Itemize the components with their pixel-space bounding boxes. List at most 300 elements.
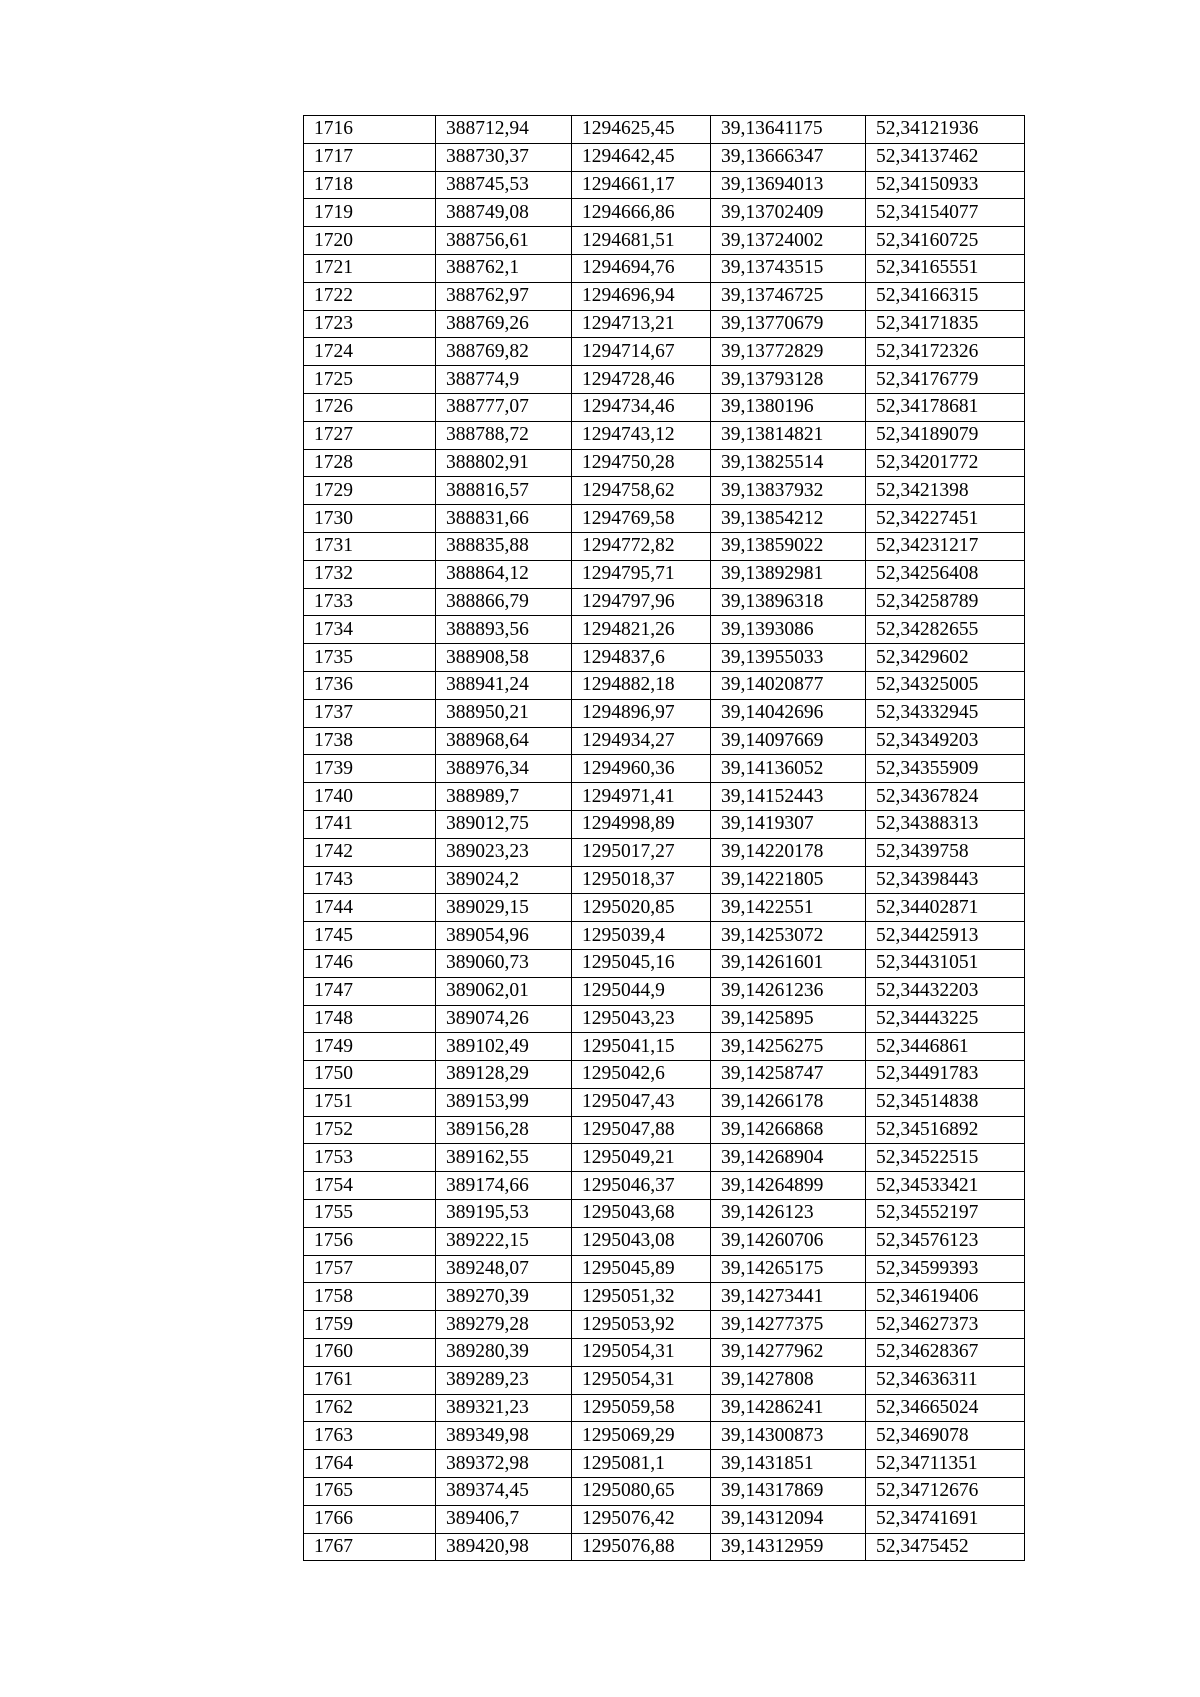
longitude-cell: 39,1393086 bbox=[711, 616, 866, 644]
table-row bbox=[304, 393, 1025, 421]
latitude-cell: 52,3439758 bbox=[866, 838, 1025, 866]
table-row bbox=[304, 671, 1025, 699]
point-number-cell: 1758 bbox=[304, 1283, 436, 1311]
x-coordinate-cell: 388968,64 bbox=[436, 727, 572, 755]
latitude-cell: 52,34160725 bbox=[866, 227, 1025, 255]
y-coordinate-cell: 1294821,26 bbox=[572, 616, 711, 644]
table-row bbox=[304, 1311, 1025, 1339]
y-coordinate-cell: 1295018,37 bbox=[572, 866, 711, 894]
y-coordinate-cell: 1294797,96 bbox=[572, 588, 711, 616]
point-number-cell: 1763 bbox=[304, 1422, 436, 1450]
latitude-cell: 52,34628367 bbox=[866, 1339, 1025, 1367]
point-number-cell: 1754 bbox=[304, 1172, 436, 1200]
x-coordinate-cell: 388866,79 bbox=[436, 588, 572, 616]
longitude-cell: 39,14286241 bbox=[711, 1394, 866, 1422]
point-number-cell: 1747 bbox=[304, 977, 436, 1005]
x-coordinate-cell: 388950,21 bbox=[436, 699, 572, 727]
longitude-cell: 39,14221805 bbox=[711, 866, 866, 894]
longitude-cell: 39,13955033 bbox=[711, 644, 866, 672]
x-coordinate-cell: 388802,91 bbox=[436, 449, 572, 477]
table-row bbox=[304, 449, 1025, 477]
y-coordinate-cell: 1294714,67 bbox=[572, 338, 711, 366]
y-coordinate-cell: 1295044,9 bbox=[572, 977, 711, 1005]
latitude-cell: 52,34665024 bbox=[866, 1394, 1025, 1422]
point-number-cell: 1726 bbox=[304, 393, 436, 421]
latitude-cell: 52,34388313 bbox=[866, 810, 1025, 838]
table-row bbox=[304, 1450, 1025, 1478]
x-coordinate-cell: 388762,1 bbox=[436, 254, 572, 282]
point-number-cell: 1764 bbox=[304, 1450, 436, 1478]
latitude-cell: 52,34256408 bbox=[866, 560, 1025, 588]
y-coordinate-cell: 1295045,16 bbox=[572, 949, 711, 977]
point-number-cell: 1748 bbox=[304, 1005, 436, 1033]
longitude-cell: 39,14266868 bbox=[711, 1116, 866, 1144]
point-number-cell: 1734 bbox=[304, 616, 436, 644]
x-coordinate-cell: 388777,07 bbox=[436, 393, 572, 421]
longitude-cell: 39,13896318 bbox=[711, 588, 866, 616]
table-row bbox=[304, 1339, 1025, 1367]
point-number-cell: 1730 bbox=[304, 505, 436, 533]
x-coordinate-cell: 389128,29 bbox=[436, 1061, 572, 1089]
y-coordinate-cell: 1295054,31 bbox=[572, 1366, 711, 1394]
point-number-cell: 1760 bbox=[304, 1339, 436, 1367]
point-number-cell: 1757 bbox=[304, 1255, 436, 1283]
latitude-cell: 52,3429602 bbox=[866, 644, 1025, 672]
y-coordinate-cell: 1295041,15 bbox=[572, 1033, 711, 1061]
table-row bbox=[304, 560, 1025, 588]
table-row bbox=[304, 727, 1025, 755]
table-row bbox=[304, 949, 1025, 977]
point-number-cell: 1719 bbox=[304, 199, 436, 227]
latitude-cell: 52,34165551 bbox=[866, 254, 1025, 282]
table-row bbox=[304, 838, 1025, 866]
table-row bbox=[304, 1533, 1025, 1561]
table-row bbox=[304, 227, 1025, 255]
longitude-cell: 39,1425895 bbox=[711, 1005, 866, 1033]
latitude-cell: 52,34154077 bbox=[866, 199, 1025, 227]
y-coordinate-cell: 1294666,86 bbox=[572, 199, 711, 227]
y-coordinate-cell: 1294837,6 bbox=[572, 644, 711, 672]
latitude-cell: 52,34491783 bbox=[866, 1061, 1025, 1089]
x-coordinate-cell: 388745,53 bbox=[436, 171, 572, 199]
longitude-cell: 39,13694013 bbox=[711, 171, 866, 199]
x-coordinate-cell: 389153,99 bbox=[436, 1088, 572, 1116]
longitude-cell: 39,14261601 bbox=[711, 949, 866, 977]
table-row bbox=[304, 1422, 1025, 1450]
point-number-cell: 1722 bbox=[304, 282, 436, 310]
table-row bbox=[304, 1200, 1025, 1228]
latitude-cell: 52,34425913 bbox=[866, 922, 1025, 950]
table-row bbox=[304, 366, 1025, 394]
x-coordinate-cell: 388712,94 bbox=[436, 116, 572, 144]
x-coordinate-cell: 388941,24 bbox=[436, 671, 572, 699]
table-row bbox=[304, 282, 1025, 310]
latitude-cell: 52,34627373 bbox=[866, 1311, 1025, 1339]
longitude-cell: 39,14260706 bbox=[711, 1227, 866, 1255]
latitude-cell: 52,34171835 bbox=[866, 310, 1025, 338]
longitude-cell: 39,14268904 bbox=[711, 1144, 866, 1172]
table-row bbox=[304, 699, 1025, 727]
longitude-cell: 39,14253072 bbox=[711, 922, 866, 950]
table-row bbox=[304, 644, 1025, 672]
longitude-cell: 39,13814821 bbox=[711, 421, 866, 449]
latitude-cell: 52,34402871 bbox=[866, 894, 1025, 922]
y-coordinate-cell: 1295043,23 bbox=[572, 1005, 711, 1033]
x-coordinate-cell: 389406,7 bbox=[436, 1505, 572, 1533]
longitude-cell: 39,14256275 bbox=[711, 1033, 866, 1061]
x-coordinate-cell: 389012,75 bbox=[436, 810, 572, 838]
point-number-cell: 1743 bbox=[304, 866, 436, 894]
x-coordinate-cell: 388769,82 bbox=[436, 338, 572, 366]
x-coordinate-cell: 389270,39 bbox=[436, 1283, 572, 1311]
latitude-cell: 52,34166315 bbox=[866, 282, 1025, 310]
x-coordinate-cell: 389074,26 bbox=[436, 1005, 572, 1033]
table-row bbox=[304, 783, 1025, 811]
x-coordinate-cell: 388893,56 bbox=[436, 616, 572, 644]
x-coordinate-cell: 388864,12 bbox=[436, 560, 572, 588]
x-coordinate-cell: 389195,53 bbox=[436, 1200, 572, 1228]
latitude-cell: 52,34636311 bbox=[866, 1366, 1025, 1394]
latitude-cell: 52,34137462 bbox=[866, 143, 1025, 171]
y-coordinate-cell: 1294960,36 bbox=[572, 755, 711, 783]
table-row bbox=[304, 1394, 1025, 1422]
table-row bbox=[304, 1116, 1025, 1144]
x-coordinate-cell: 389156,28 bbox=[436, 1116, 572, 1144]
x-coordinate-cell: 388831,66 bbox=[436, 505, 572, 533]
longitude-cell: 39,13837932 bbox=[711, 477, 866, 505]
longitude-cell: 39,13772829 bbox=[711, 338, 866, 366]
x-coordinate-cell: 388774,9 bbox=[436, 366, 572, 394]
longitude-cell: 39,13746725 bbox=[711, 282, 866, 310]
y-coordinate-cell: 1295046,37 bbox=[572, 1172, 711, 1200]
x-coordinate-cell: 389023,23 bbox=[436, 838, 572, 866]
y-coordinate-cell: 1294795,71 bbox=[572, 560, 711, 588]
x-coordinate-cell: 389349,98 bbox=[436, 1422, 572, 1450]
point-number-cell: 1762 bbox=[304, 1394, 436, 1422]
latitude-cell: 52,34355909 bbox=[866, 755, 1025, 783]
table-row bbox=[304, 616, 1025, 644]
point-number-cell: 1727 bbox=[304, 421, 436, 449]
latitude-cell: 52,34178681 bbox=[866, 393, 1025, 421]
x-coordinate-cell: 389279,28 bbox=[436, 1311, 572, 1339]
x-coordinate-cell: 389321,23 bbox=[436, 1394, 572, 1422]
latitude-cell: 52,34431051 bbox=[866, 949, 1025, 977]
y-coordinate-cell: 1294750,28 bbox=[572, 449, 711, 477]
longitude-cell: 39,14152443 bbox=[711, 783, 866, 811]
y-coordinate-cell: 1295043,08 bbox=[572, 1227, 711, 1255]
longitude-cell: 39,13859022 bbox=[711, 532, 866, 560]
point-number-cell: 1723 bbox=[304, 310, 436, 338]
y-coordinate-cell: 1295045,89 bbox=[572, 1255, 711, 1283]
x-coordinate-cell: 389222,15 bbox=[436, 1227, 572, 1255]
latitude-cell: 52,34576123 bbox=[866, 1227, 1025, 1255]
table-row bbox=[304, 977, 1025, 1005]
longitude-cell: 39,13743515 bbox=[711, 254, 866, 282]
latitude-cell: 52,34282655 bbox=[866, 616, 1025, 644]
y-coordinate-cell: 1295047,43 bbox=[572, 1088, 711, 1116]
y-coordinate-cell: 1294713,21 bbox=[572, 310, 711, 338]
longitude-cell: 39,13770679 bbox=[711, 310, 866, 338]
x-coordinate-cell: 389174,66 bbox=[436, 1172, 572, 1200]
x-coordinate-cell: 388756,61 bbox=[436, 227, 572, 255]
y-coordinate-cell: 1295042,6 bbox=[572, 1061, 711, 1089]
latitude-cell: 52,34619406 bbox=[866, 1283, 1025, 1311]
coordinates-table bbox=[303, 115, 1025, 1561]
y-coordinate-cell: 1295020,85 bbox=[572, 894, 711, 922]
table-row bbox=[304, 116, 1025, 144]
latitude-cell: 52,34712676 bbox=[866, 1478, 1025, 1506]
x-coordinate-cell: 389289,23 bbox=[436, 1366, 572, 1394]
point-number-cell: 1756 bbox=[304, 1227, 436, 1255]
point-number-cell: 1725 bbox=[304, 366, 436, 394]
table-row bbox=[304, 1478, 1025, 1506]
table-row bbox=[304, 1227, 1025, 1255]
longitude-cell: 39,13724002 bbox=[711, 227, 866, 255]
latitude-cell: 52,34552197 bbox=[866, 1200, 1025, 1228]
latitude-cell: 52,34227451 bbox=[866, 505, 1025, 533]
longitude-cell: 39,14266178 bbox=[711, 1088, 866, 1116]
table-row bbox=[304, 1255, 1025, 1283]
point-number-cell: 1767 bbox=[304, 1533, 436, 1561]
point-number-cell: 1720 bbox=[304, 227, 436, 255]
latitude-cell: 52,3469078 bbox=[866, 1422, 1025, 1450]
longitude-cell: 39,14317869 bbox=[711, 1478, 866, 1506]
point-number-cell: 1724 bbox=[304, 338, 436, 366]
y-coordinate-cell: 1294696,94 bbox=[572, 282, 711, 310]
latitude-cell: 52,34172326 bbox=[866, 338, 1025, 366]
point-number-cell: 1733 bbox=[304, 588, 436, 616]
point-number-cell: 1749 bbox=[304, 1033, 436, 1061]
y-coordinate-cell: 1294743,12 bbox=[572, 421, 711, 449]
x-coordinate-cell: 388749,08 bbox=[436, 199, 572, 227]
longitude-cell: 39,1427808 bbox=[711, 1366, 866, 1394]
point-number-cell: 1751 bbox=[304, 1088, 436, 1116]
longitude-cell: 39,13702409 bbox=[711, 199, 866, 227]
y-coordinate-cell: 1294971,41 bbox=[572, 783, 711, 811]
latitude-cell: 52,34522515 bbox=[866, 1144, 1025, 1172]
latitude-cell: 52,34201772 bbox=[866, 449, 1025, 477]
latitude-cell: 52,34398443 bbox=[866, 866, 1025, 894]
latitude-cell: 52,34514838 bbox=[866, 1088, 1025, 1116]
longitude-cell: 39,13854212 bbox=[711, 505, 866, 533]
y-coordinate-cell: 1295049,21 bbox=[572, 1144, 711, 1172]
table-row bbox=[304, 1283, 1025, 1311]
point-number-cell: 1766 bbox=[304, 1505, 436, 1533]
longitude-cell: 39,14312094 bbox=[711, 1505, 866, 1533]
table-row bbox=[304, 421, 1025, 449]
point-number-cell: 1736 bbox=[304, 671, 436, 699]
longitude-cell: 39,1422551 bbox=[711, 894, 866, 922]
x-coordinate-cell: 389054,96 bbox=[436, 922, 572, 950]
point-number-cell: 1742 bbox=[304, 838, 436, 866]
longitude-cell: 39,14265175 bbox=[711, 1255, 866, 1283]
y-coordinate-cell: 1295043,68 bbox=[572, 1200, 711, 1228]
longitude-cell: 39,13892981 bbox=[711, 560, 866, 588]
x-coordinate-cell: 389420,98 bbox=[436, 1533, 572, 1561]
y-coordinate-cell: 1294769,58 bbox=[572, 505, 711, 533]
x-coordinate-cell: 388762,97 bbox=[436, 282, 572, 310]
y-coordinate-cell: 1294694,76 bbox=[572, 254, 711, 282]
y-coordinate-cell: 1295017,27 bbox=[572, 838, 711, 866]
y-coordinate-cell: 1294642,45 bbox=[572, 143, 711, 171]
longitude-cell: 39,1380196 bbox=[711, 393, 866, 421]
latitude-cell: 52,34121936 bbox=[866, 116, 1025, 144]
x-coordinate-cell: 389374,45 bbox=[436, 1478, 572, 1506]
longitude-cell: 39,1426123 bbox=[711, 1200, 866, 1228]
latitude-cell: 52,34367824 bbox=[866, 783, 1025, 811]
longitude-cell: 39,14277375 bbox=[711, 1311, 866, 1339]
y-coordinate-cell: 1295053,92 bbox=[572, 1311, 711, 1339]
x-coordinate-cell: 388989,7 bbox=[436, 783, 572, 811]
table-row bbox=[304, 143, 1025, 171]
table-row bbox=[304, 1144, 1025, 1172]
y-coordinate-cell: 1295059,58 bbox=[572, 1394, 711, 1422]
y-coordinate-cell: 1294728,46 bbox=[572, 366, 711, 394]
latitude-cell: 52,34231217 bbox=[866, 532, 1025, 560]
table-row bbox=[304, 254, 1025, 282]
table-row bbox=[304, 477, 1025, 505]
point-number-cell: 1716 bbox=[304, 116, 436, 144]
latitude-cell: 52,3446861 bbox=[866, 1033, 1025, 1061]
point-number-cell: 1728 bbox=[304, 449, 436, 477]
longitude-cell: 39,1419307 bbox=[711, 810, 866, 838]
longitude-cell: 39,14097669 bbox=[711, 727, 866, 755]
x-coordinate-cell: 389029,15 bbox=[436, 894, 572, 922]
longitude-cell: 39,14220178 bbox=[711, 838, 866, 866]
table-row bbox=[304, 1088, 1025, 1116]
x-coordinate-cell: 389060,73 bbox=[436, 949, 572, 977]
longitude-cell: 39,14136052 bbox=[711, 755, 866, 783]
point-number-cell: 1744 bbox=[304, 894, 436, 922]
point-number-cell: 1737 bbox=[304, 699, 436, 727]
latitude-cell: 52,34325005 bbox=[866, 671, 1025, 699]
table-row bbox=[304, 532, 1025, 560]
x-coordinate-cell: 388788,72 bbox=[436, 421, 572, 449]
x-coordinate-cell: 389062,01 bbox=[436, 977, 572, 1005]
x-coordinate-cell: 388976,34 bbox=[436, 755, 572, 783]
y-coordinate-cell: 1294896,97 bbox=[572, 699, 711, 727]
longitude-cell: 39,13666347 bbox=[711, 143, 866, 171]
y-coordinate-cell: 1295080,65 bbox=[572, 1478, 711, 1506]
latitude-cell: 52,34516892 bbox=[866, 1116, 1025, 1144]
table-row bbox=[304, 171, 1025, 199]
y-coordinate-cell: 1294625,45 bbox=[572, 116, 711, 144]
latitude-cell: 52,34711351 bbox=[866, 1450, 1025, 1478]
x-coordinate-cell: 389248,07 bbox=[436, 1255, 572, 1283]
longitude-cell: 39,13793128 bbox=[711, 366, 866, 394]
x-coordinate-cell: 388816,57 bbox=[436, 477, 572, 505]
longitude-cell: 39,14273441 bbox=[711, 1283, 866, 1311]
latitude-cell: 52,34741691 bbox=[866, 1505, 1025, 1533]
latitude-cell: 52,3421398 bbox=[866, 477, 1025, 505]
latitude-cell: 52,34150933 bbox=[866, 171, 1025, 199]
point-number-cell: 1755 bbox=[304, 1200, 436, 1228]
point-number-cell: 1732 bbox=[304, 560, 436, 588]
y-coordinate-cell: 1295081,1 bbox=[572, 1450, 711, 1478]
point-number-cell: 1752 bbox=[304, 1116, 436, 1144]
point-number-cell: 1740 bbox=[304, 783, 436, 811]
latitude-cell: 52,34258789 bbox=[866, 588, 1025, 616]
y-coordinate-cell: 1294661,17 bbox=[572, 171, 711, 199]
latitude-cell: 52,34533421 bbox=[866, 1172, 1025, 1200]
point-number-cell: 1729 bbox=[304, 477, 436, 505]
point-number-cell: 1735 bbox=[304, 644, 436, 672]
table-row bbox=[304, 1061, 1025, 1089]
latitude-cell: 52,34189079 bbox=[866, 421, 1025, 449]
y-coordinate-cell: 1295069,29 bbox=[572, 1422, 711, 1450]
point-number-cell: 1759 bbox=[304, 1311, 436, 1339]
table-row bbox=[304, 894, 1025, 922]
point-number-cell: 1718 bbox=[304, 171, 436, 199]
y-coordinate-cell: 1295054,31 bbox=[572, 1339, 711, 1367]
longitude-cell: 39,14277962 bbox=[711, 1339, 866, 1367]
x-coordinate-cell: 388769,26 bbox=[436, 310, 572, 338]
longitude-cell: 39,1431851 bbox=[711, 1450, 866, 1478]
x-coordinate-cell: 388835,88 bbox=[436, 532, 572, 560]
table-row bbox=[304, 1172, 1025, 1200]
table-row bbox=[304, 755, 1025, 783]
point-number-cell: 1731 bbox=[304, 532, 436, 560]
longitude-cell: 39,13825514 bbox=[711, 449, 866, 477]
point-number-cell: 1750 bbox=[304, 1061, 436, 1089]
y-coordinate-cell: 1295051,32 bbox=[572, 1283, 711, 1311]
y-coordinate-cell: 1295039,4 bbox=[572, 922, 711, 950]
y-coordinate-cell: 1294734,46 bbox=[572, 393, 711, 421]
latitude-cell: 52,34332945 bbox=[866, 699, 1025, 727]
longitude-cell: 39,14312959 bbox=[711, 1533, 866, 1561]
table-row bbox=[304, 588, 1025, 616]
x-coordinate-cell: 389102,49 bbox=[436, 1033, 572, 1061]
point-number-cell: 1739 bbox=[304, 755, 436, 783]
x-coordinate-cell: 389280,39 bbox=[436, 1339, 572, 1367]
latitude-cell: 52,34432203 bbox=[866, 977, 1025, 1005]
y-coordinate-cell: 1295047,88 bbox=[572, 1116, 711, 1144]
table-row bbox=[304, 866, 1025, 894]
y-coordinate-cell: 1294758,62 bbox=[572, 477, 711, 505]
longitude-cell: 39,14264899 bbox=[711, 1172, 866, 1200]
y-coordinate-cell: 1294934,27 bbox=[572, 727, 711, 755]
longitude-cell: 39,14020877 bbox=[711, 671, 866, 699]
table-row bbox=[304, 1005, 1025, 1033]
coordinates-table-body bbox=[304, 116, 1025, 1561]
x-coordinate-cell: 389162,55 bbox=[436, 1144, 572, 1172]
longitude-cell: 39,14042696 bbox=[711, 699, 866, 727]
table-row bbox=[304, 505, 1025, 533]
table-row bbox=[304, 1033, 1025, 1061]
latitude-cell: 52,34176779 bbox=[866, 366, 1025, 394]
y-coordinate-cell: 1295076,42 bbox=[572, 1505, 711, 1533]
longitude-cell: 39,14300873 bbox=[711, 1422, 866, 1450]
point-number-cell: 1761 bbox=[304, 1366, 436, 1394]
latitude-cell: 52,34599393 bbox=[866, 1255, 1025, 1283]
table-row bbox=[304, 310, 1025, 338]
point-number-cell: 1741 bbox=[304, 810, 436, 838]
table-row bbox=[304, 199, 1025, 227]
point-number-cell: 1717 bbox=[304, 143, 436, 171]
point-number-cell: 1738 bbox=[304, 727, 436, 755]
table-row bbox=[304, 1505, 1025, 1533]
y-coordinate-cell: 1294882,18 bbox=[572, 671, 711, 699]
table-row bbox=[304, 810, 1025, 838]
point-number-cell: 1765 bbox=[304, 1478, 436, 1506]
x-coordinate-cell: 389372,98 bbox=[436, 1450, 572, 1478]
x-coordinate-cell: 389024,2 bbox=[436, 866, 572, 894]
y-coordinate-cell: 1294772,82 bbox=[572, 532, 711, 560]
table-row bbox=[304, 338, 1025, 366]
table-row bbox=[304, 1366, 1025, 1394]
point-number-cell: 1753 bbox=[304, 1144, 436, 1172]
x-coordinate-cell: 388908,58 bbox=[436, 644, 572, 672]
